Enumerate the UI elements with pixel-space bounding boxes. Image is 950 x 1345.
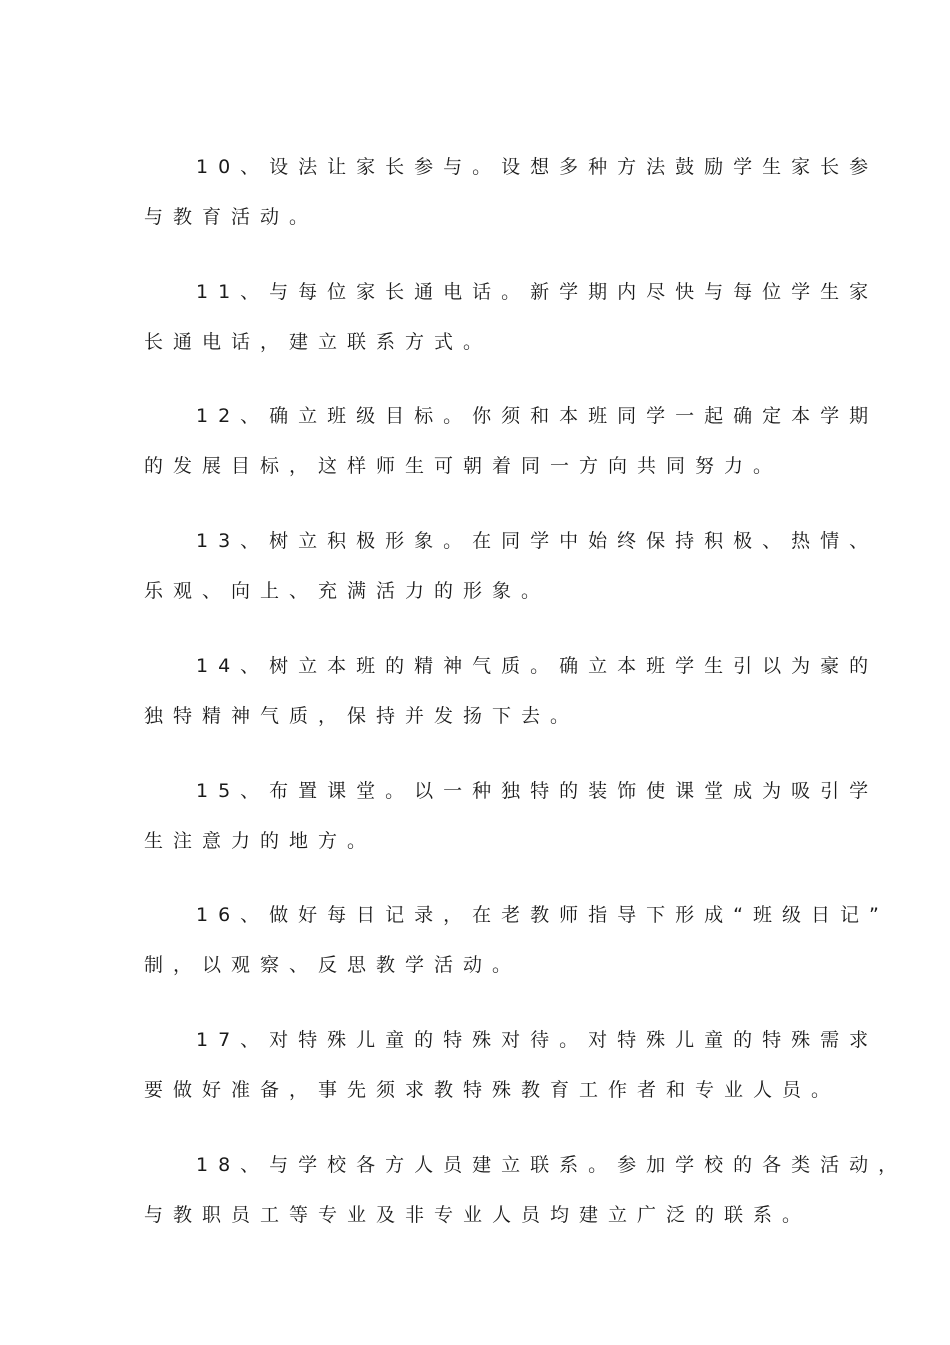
paragraph-line: 要做好准备，事先须求教特殊教育工作者和专业人员。 — [144, 1079, 841, 1101]
paragraph-line: 与教职员工等专业及非专业人员均建立广泛的联系。 — [144, 1204, 812, 1226]
paragraph-line: 17、对特殊儿童的特殊对待。对特殊儿童的特殊需求 — [196, 1029, 879, 1051]
paragraph-line: 14、树立本班的精神气质。确立本班学生引以为豪的 — [196, 655, 879, 677]
paragraph-line: 16、做好每日记录，在老教师指导下形成“班级日记” — [196, 904, 889, 926]
paragraph-line: 10、设法让家长参与。设想多种方法鼓励学生家长参 — [196, 156, 879, 178]
paragraph-line: 18、与学校各方人员建立联系。参加学校的各类活动， — [196, 1154, 908, 1176]
paragraph-line: 的发展目标，这样师生可朝着同一方向共同努力。 — [144, 455, 783, 477]
paragraph-line: 与教育活动。 — [144, 206, 319, 228]
paragraph-line: 12、确立班级目标。你须和本班同学一起确定本学期 — [196, 405, 879, 427]
paragraph-line: 13、树立积极形象。在同学中始终保持积极、热情、 — [196, 530, 879, 552]
paragraph-line: 15、布置课堂。以一种独特的装饰使课堂成为吸引学 — [196, 780, 879, 802]
paragraph-line: 制，以观察、反思教学活动。 — [144, 954, 522, 976]
paragraph-line: 长通电话，建立联系方式。 — [144, 331, 493, 353]
paragraph-line: 乐观、向上、充满活力的形象。 — [144, 580, 551, 602]
paragraph-line: 独特精神气质，保持并发扬下去。 — [144, 705, 580, 727]
paragraph-line: 11、与每位家长通电话。新学期内尽快与每位学生家 — [196, 281, 879, 303]
paragraph-line: 生注意力的地方。 — [144, 830, 377, 852]
